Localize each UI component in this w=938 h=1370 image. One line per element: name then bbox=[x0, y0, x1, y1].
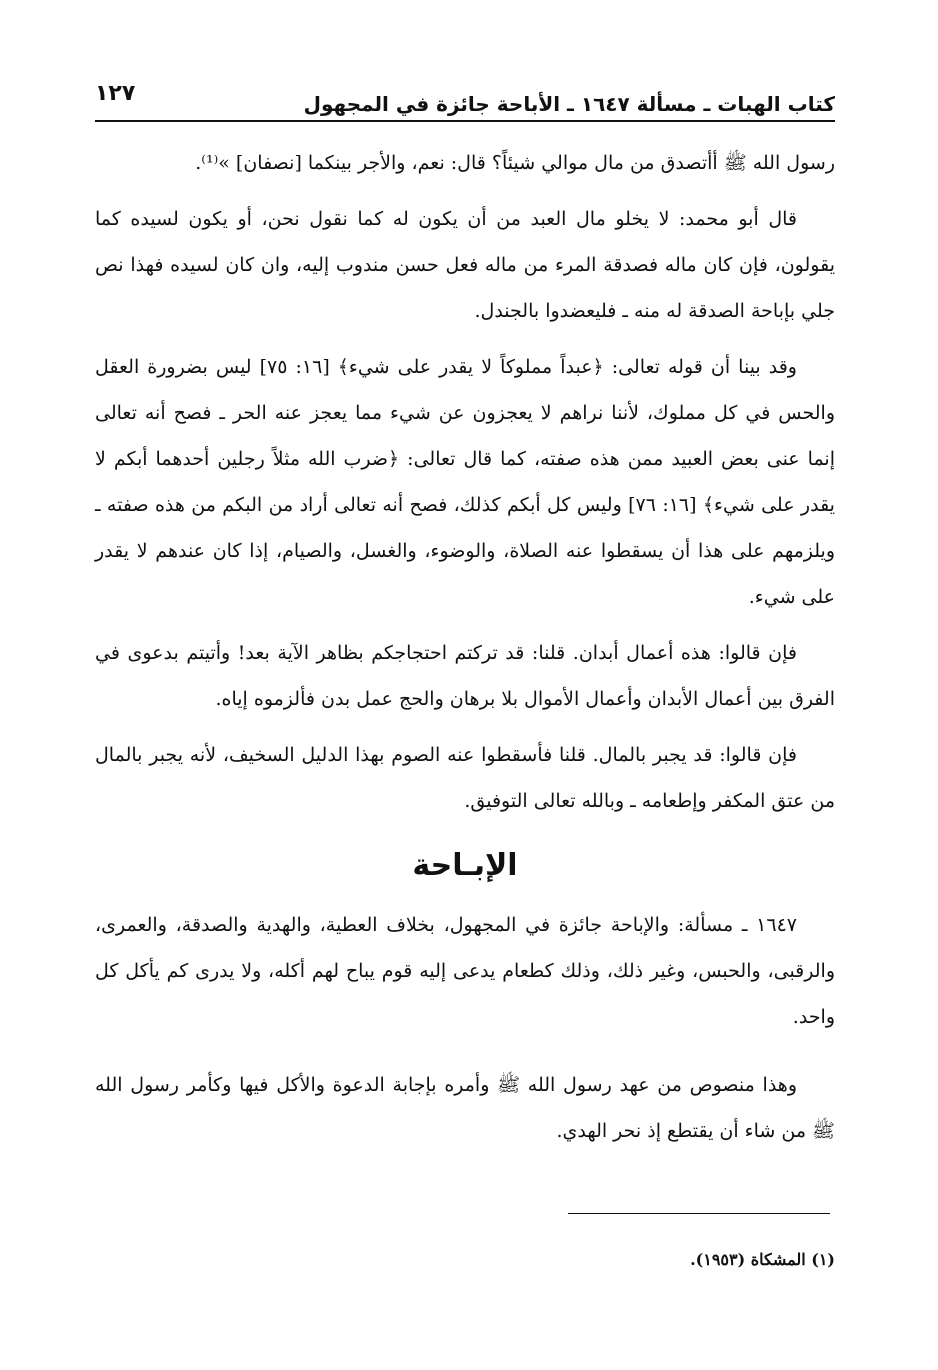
paragraph-hadith-end: رسول الله ﷺ أأتصدق من مال موالي شيئاً؟ قال: نعم، والأجر بينكما [نصفان] »⁽¹⁾. bbox=[195, 152, 835, 174]
page-number: ١٢٧ bbox=[95, 81, 136, 106]
paragraph-abu-muhammad: قال أبو محمد: لا يخلو مال العبد من أن يكون له كما نقول نحن، أو يكون لسيده كما يقولون، فإن كان ماله فصدقة المرء من ماله فعل حسن مندوب إليه، وان كان لسيده فهذا نص جلي بإباحة الصدقة له منه ـ فليعضدوا بالجندل. bbox=[95, 208, 835, 322]
main-text bbox=[95, 140, 835, 1164]
header-divider bbox=[95, 120, 835, 122]
paragraph-nass: وهذا منصوص من عهد رسول الله ﷺ وأمره بإجابة الدعوة والأكل فيها وكأمر رسول الله ﷺ من شاء أن يقتطع إذ نحر الهدي. bbox=[95, 1074, 835, 1142]
footnote-divider bbox=[568, 1213, 830, 1214]
paragraph-objection-1: فإن قالوا: هذه أعمال أبدان. قلنا: قد تركتم احتجاجكم بظاهر الآية بعد! وأتيتم بدعوى في الفرق بين أعمال الأبدان وأعمال الأموال بلا برهان والحج عمل بدن فألزموه إياه. bbox=[95, 642, 835, 710]
page-header bbox=[95, 72, 835, 116]
paragraph-objection-2: فإن قالوا: قد يجبر بالمال. قلنا فأسقطوا عنه الصوم بهذا الدليل السخيف، لأنه يجبر بالمال من عتق المكفر وإطعامه ـ وبالله تعالى التوفيق. bbox=[95, 744, 835, 812]
section-heading: الإبـاحة bbox=[412, 848, 518, 883]
running-title: كتاب الهبات ـ مسألة ١٦٤٧ ـ الأباحة جائزة في المجهول bbox=[303, 92, 835, 116]
footnote: (١) المشكاة (١٩٥٣). bbox=[690, 1250, 835, 1269]
paragraph-quran-argument: وقد بينا أن قوله تعالى: ﴿عبداً مملوكاً لا يقدر على شيء﴾ [١٦: ٧٥] ليس بضرورة العقل والحس في كل مملوك، لأننا نراهم لا يعجزون عن شيء مما يعجز عنه الحر ـ فصح أنه تعالى إنما عنى بعض العبيد ممن هذه صفته، كما قال تعالى: ﴿ضرب الله مثلاً رجلين أحدهما أبكم لا يقدر على شيء﴾ [١٦: ٧٦] وليس كل أبكم كذلك، فصح أنه تعالى أراد من البكم من هذه صفته ـ ويلزمهم على هذا أن يسقطوا عنه الصلاة، والوضوء، والغسل، والصيام، إذا كان عندهم لا يقدر على شيء. bbox=[95, 356, 835, 608]
paragraph-masala-1647: ١٦٤٧ ـ مسألة: والإباحة جائزة في المجهول، بخلاف العطية، والهدية والصدقة، والعمرى، والرقبى، والحبس، وغير ذلك، وذلك كطعام يدعى إليه قوم يباح لهم أكله، ولا يدرى كم يأكل كل واحد. bbox=[95, 914, 835, 1028]
